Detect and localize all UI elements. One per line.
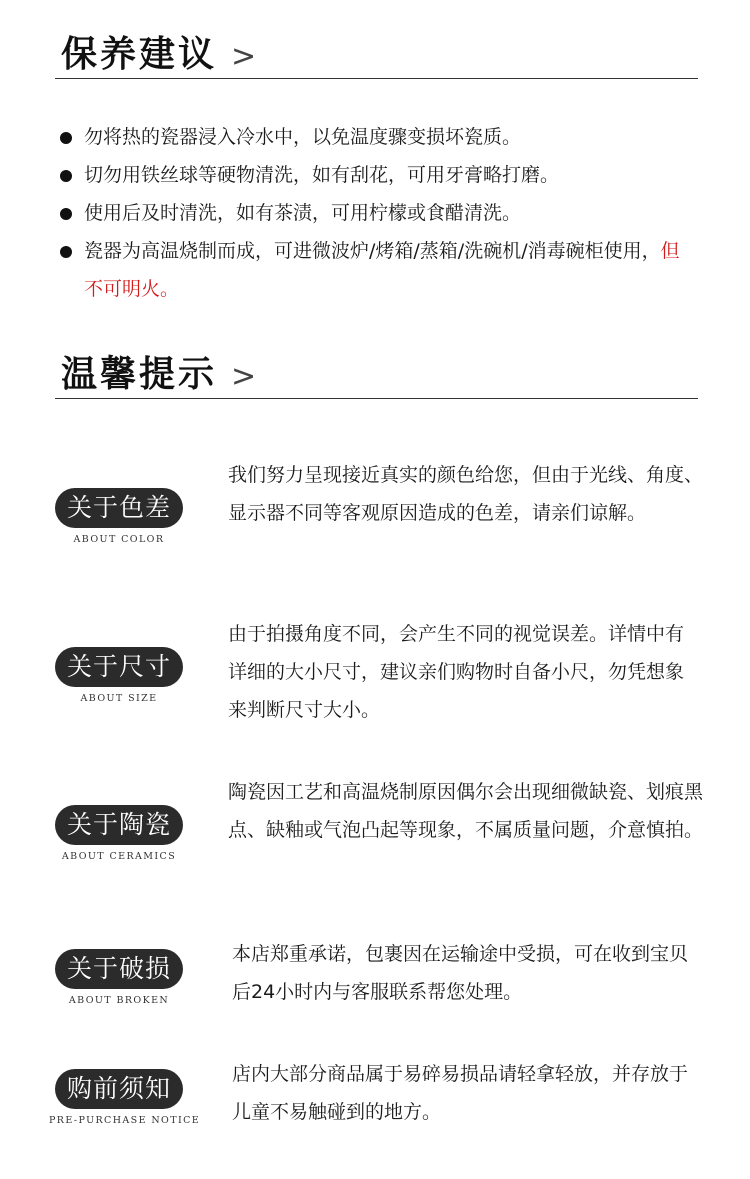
tip-badge-label: 关于色差 <box>55 488 183 528</box>
tips-section-title: 温馨提示 <box>61 353 218 395</box>
tip-badge-label: 购前须知 <box>55 1069 183 1109</box>
tip-badge <box>49 488 189 545</box>
tips-section-header <box>55 346 698 399</box>
care-item-text: 切勿用铁丝球等硬物清洗，如有刮花，可用牙膏略打磨。 <box>84 164 560 186</box>
tip-text: 本店郑重承诺，包裹因在运输途中受损，可在收到宝贝后24小时内与客服联系帮您处理。 <box>232 943 689 1003</box>
chevron-right-icon: > <box>231 359 257 394</box>
tip-badge <box>49 1069 201 1126</box>
tip-badge-label: 关于陶瓷 <box>55 805 183 845</box>
tip-badge <box>49 647 189 704</box>
tip-badge-subtitle: ABOUT SIZE <box>80 693 158 704</box>
care-section-title: 保养建议 <box>61 33 218 75</box>
bullet-icon <box>60 246 72 258</box>
tip-text: 由于拍摄角度不同，会产生不同的视觉误差。详情中有详细的大小尺寸，建议亲们购物时自备小尺，勿凭想象来判断尺寸大小。 <box>228 623 685 721</box>
tip-badge <box>49 805 189 862</box>
care-section-header <box>55 26 698 79</box>
tip-badge-subtitle: ABOUT BROKEN <box>68 995 170 1006</box>
bullet-icon <box>60 132 72 144</box>
care-item <box>60 232 689 308</box>
tip-badge <box>49 949 189 1006</box>
care-item <box>60 194 720 232</box>
care-item-text: 使用后及时清洗，如有茶渍，可用柠檬或食醋清洗。 <box>84 202 522 224</box>
chevron-right-icon: > <box>231 39 257 74</box>
care-item-warning: 但不可明火。 <box>84 240 680 300</box>
bullet-icon <box>60 208 72 220</box>
tip-badge-subtitle: ABOUT CERAMICS <box>61 851 177 862</box>
tip-badge-label: 关于尺寸 <box>55 647 183 687</box>
care-item-text: 瓷器为高温烧制而成，可进微波炉/烤箱/蒸箱/洗碗机/消毒碗柜使用， <box>84 240 661 262</box>
bullet-icon <box>60 170 72 182</box>
tip-text: 陶瓷因工艺和高温烧制原因偶尔会出现细微缺瓷、划痕黑点、缺釉或气泡凸起等现象，不属质量问题，介意慎拍。 <box>228 781 704 841</box>
care-item <box>60 118 720 156</box>
tip-badge-label: 关于破损 <box>55 949 183 989</box>
tip-badge-subtitle: PRE-PURCHASE NOTICE <box>49 1115 201 1126</box>
tip-badge-subtitle: ABOUT COLOR <box>73 534 165 545</box>
care-item <box>60 156 720 194</box>
tip-text: 我们努力呈现接近真实的颜色给您，但由于光线、角度、显示器不同等客观原因造成的色差，请亲们谅解。 <box>228 464 704 524</box>
care-list <box>60 118 720 308</box>
tip-text: 店内大部分商品属于易碎易损品请轻拿轻放，并存放于儿童不易触碰到的地方。 <box>232 1063 689 1123</box>
care-item-text: 勿将热的瓷器浸入冷水中，以免温度骤变损坏瓷质。 <box>84 126 522 148</box>
